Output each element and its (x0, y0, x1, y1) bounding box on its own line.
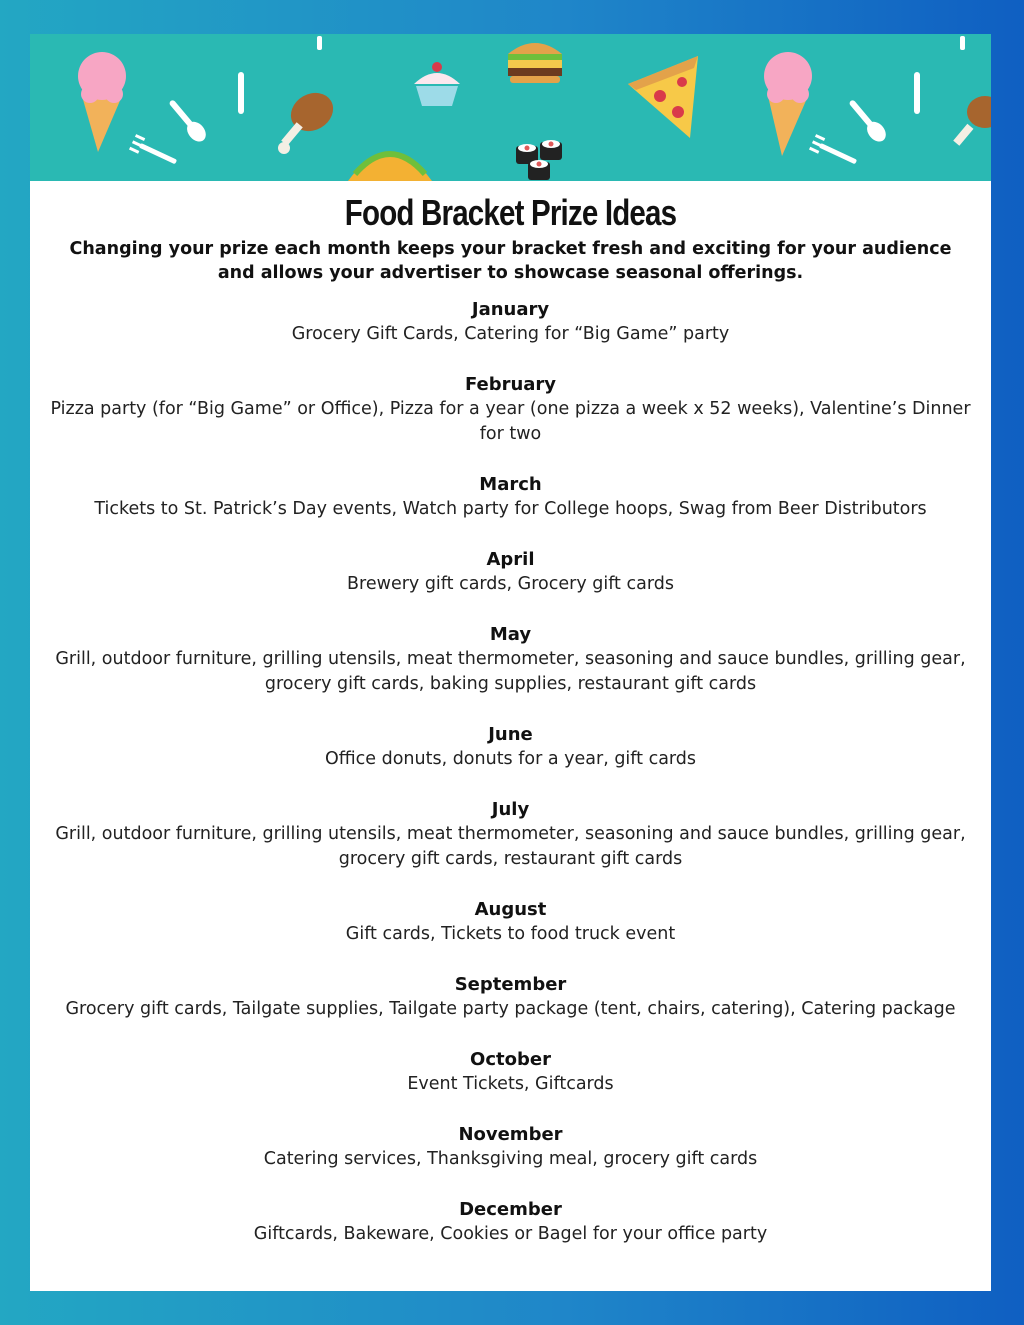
month-name: October (470, 1049, 551, 1070)
month-section (40, 1047, 981, 1097)
title-sub: Prize Ideas (523, 192, 677, 233)
month-prizes: Grocery gift cards, Tailgate supplies, Tailgate party package (tent, chairs, catering), Catering package (65, 999, 956, 1019)
month-name: March (479, 474, 542, 495)
month-prizes: Tickets to St. Patrick’s Day events, Watch party for College hoops, Swag from Beer Distributors (94, 499, 927, 519)
fork-icon (809, 134, 860, 170)
month-section (40, 372, 981, 447)
ice-cream-icon (78, 52, 126, 152)
burger-icon (508, 43, 562, 83)
month-prizes: Grocery Gift Cards, Catering for “Big Game” party (291, 324, 730, 344)
month-section (40, 472, 981, 522)
taco-icon (348, 153, 432, 182)
month-prizes: Catering services, Thanksgiving meal, grocery gift cards (263, 1149, 758, 1169)
spoon-icon (165, 96, 210, 145)
month-section (40, 722, 981, 772)
month-prizes: Office donuts, donuts for a year, gift cards (324, 749, 697, 769)
drumstick-icon (278, 85, 340, 154)
pizza-icon (628, 56, 698, 138)
month-name: January (471, 299, 550, 320)
page-title (116, 191, 904, 235)
month-name: April (486, 549, 535, 570)
spoon-icon (845, 96, 890, 145)
flyer-card (30, 34, 991, 1291)
month-name: August (474, 899, 547, 920)
month-name: December (459, 1199, 562, 1220)
knife-icon (238, 72, 244, 114)
sushi-icon (516, 140, 562, 180)
banner-illustration (30, 34, 991, 181)
ice-cream-icon (764, 52, 812, 156)
month-name: September (454, 974, 567, 995)
month-section (40, 297, 981, 347)
month-name: November (458, 1124, 563, 1145)
title-main: Food Bracket (344, 192, 524, 233)
content (30, 181, 991, 1247)
month-prizes: Grill, outdoor furniture, grilling utensils, meat thermometer, seasoning and sauce bundles, grilling gear, grocery gift cards, baking supplies, restaurant gift cards (55, 649, 966, 694)
month-section (40, 972, 981, 1022)
month-prizes: Grill, outdoor furniture, grilling utensils, meat thermometer, seasoning and sauce bundles, grilling gear, grocery gift cards, restaurant gift cards (55, 824, 966, 869)
food-banner (30, 34, 991, 181)
month-prizes: Giftcards, Bakeware, Cookies or Bagel for your office party (253, 1224, 768, 1244)
subtitle: Changing your prize each month keeps your bracket fresh and exciting for your audience and allows your advertiser to showcase seasonal offerings. (69, 239, 952, 283)
cupcake-icon (414, 62, 460, 106)
month-name: July (491, 799, 530, 820)
fork-icon (129, 134, 180, 170)
month-section (40, 1122, 981, 1172)
month-section (40, 547, 981, 597)
knife-icon (317, 36, 322, 50)
month-prizes: Brewery gift cards, Grocery gift cards (347, 574, 674, 594)
month-section (40, 897, 981, 947)
month-section (40, 797, 981, 872)
month-name: February (464, 374, 557, 395)
knife-icon (914, 72, 920, 114)
month-section (40, 622, 981, 697)
month-prizes: Gift cards, Tickets to food truck event (345, 924, 676, 944)
month-list (30, 297, 991, 1247)
knife-icon (960, 36, 965, 50)
month-name: May (489, 624, 532, 645)
month-name: June (488, 724, 533, 745)
month-prizes: Event Tickets, Giftcards (407, 1074, 614, 1094)
month-section (40, 1197, 981, 1247)
month-prizes: Pizza party (for “Big Game” or Office), Pizza for a year (one pizza a week x 52 weeks), Valentine’s Dinner for two (50, 399, 971, 444)
drumstick-icon (953, 96, 991, 146)
